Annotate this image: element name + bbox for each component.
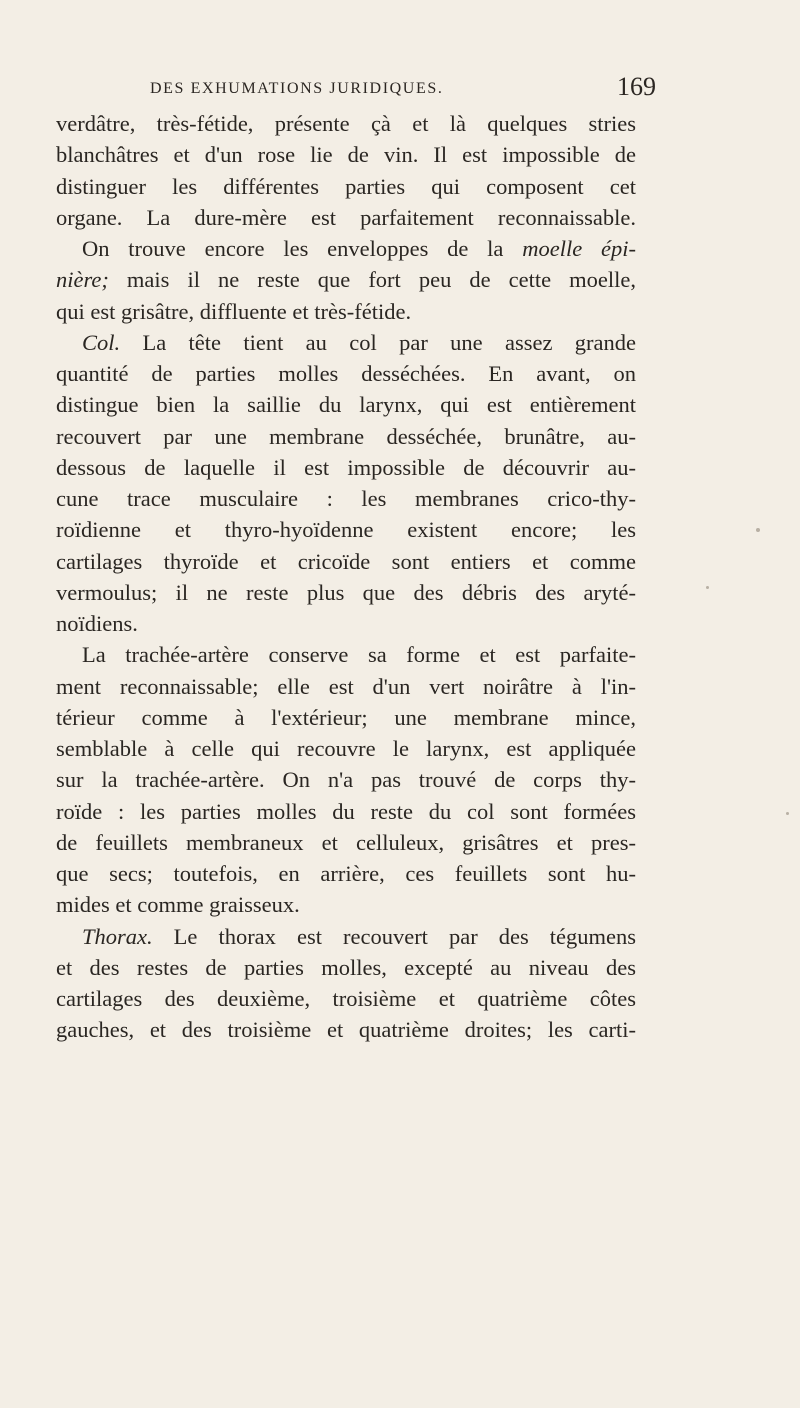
text-run: que secs; toutefois, en arrière, ces feuillets sont hu- <box>56 861 636 886</box>
text-run: On trouve encore les enveloppes de la <box>82 236 523 261</box>
paper-speck <box>706 586 709 589</box>
text-run: quantité de parties molles desséchées. En avant, on <box>56 361 636 386</box>
text-line <box>56 514 636 545</box>
text-line <box>56 733 636 764</box>
text-run: mides et comme graisseux. <box>56 892 300 918</box>
text-run: mais il ne reste que fort peu de cette moelle, <box>108 267 636 293</box>
text-run: ment reconnaissable; elle est d'un vert noirâtre à l'in- <box>56 673 636 699</box>
text-run: recouvert par une membrane desséchée, brunâtre, au- <box>56 423 636 449</box>
text-run: vermoulus; il ne reste plus que des débris des aryté- <box>56 579 636 605</box>
text-line <box>56 764 636 795</box>
text-run: roïdienne et thyro-hyoïdenne existent encore; les <box>56 517 636 543</box>
text-run: cune trace musculaire : les membranes crico-thy- <box>56 486 636 511</box>
text-line <box>56 389 636 420</box>
italic-text: Thorax. <box>82 923 153 949</box>
body-text <box>56 108 636 1046</box>
text-line <box>56 483 636 514</box>
italic-text: moelle épi- <box>522 236 636 261</box>
text-line <box>56 452 636 483</box>
text-line <box>56 421 636 452</box>
text-line <box>56 671 636 702</box>
text-line <box>56 1014 636 1045</box>
text-line <box>56 983 636 1014</box>
text-line <box>56 889 636 920</box>
text-run: roïde : les parties molles du reste du col sont formées <box>56 798 636 824</box>
text-run: cartilages des deuxième, troisième et quatrième côtes <box>56 986 636 1011</box>
text-line <box>56 858 636 889</box>
text-run: distinguer les différentes parties qui composent cet <box>56 173 636 199</box>
text-line <box>56 827 636 858</box>
text-run: La tête tient au col par une assez grande <box>120 329 636 355</box>
text-run: térieur comme à l'extérieur; une membrane mince, <box>56 704 636 730</box>
italic-text: nière; <box>56 267 109 293</box>
text-line <box>56 296 636 327</box>
text-run: semblable à celle qui recouvre le larynx, est appliquée <box>56 736 636 761</box>
text-run: sur la trachée-artère. On n'a pas trouvé de corps thy- <box>56 767 636 793</box>
text-line <box>56 702 636 733</box>
text-run: distingue bien la saillie du larynx, qui est entièrement <box>56 392 636 418</box>
text-line <box>56 358 636 389</box>
paper-speck <box>786 812 789 815</box>
text-run: de feuillets membraneux et celluleux, grisâtres et pres- <box>56 829 636 855</box>
text-line <box>56 608 636 639</box>
text-run: gauches, et des troisième et quatrième droites; les carti- <box>56 1017 636 1043</box>
text-run: blanchâtres et d'un rose lie de vin. Il est impossible de <box>56 142 636 168</box>
text-run: noïdiens. <box>56 611 138 636</box>
italic-text: Col. <box>82 329 121 355</box>
text-line <box>56 171 636 202</box>
text-run: verdâtre, très-fétide, présente çà et là quelques stries <box>56 111 636 136</box>
text-line <box>56 108 636 139</box>
text-run: cartilages thyroïde et cricoïde sont entiers et comme <box>56 548 636 574</box>
text-line <box>56 952 636 983</box>
paper-speck <box>756 528 760 532</box>
text-run: organe. La dure-mère est parfaitement reconnaissable. <box>56 204 636 230</box>
text-run: dessous de laquelle il est impossible de découvrir au- <box>56 454 636 480</box>
running-title: DES EXHUMATIONS JURIDIQUES. <box>150 80 444 97</box>
text-line <box>56 796 636 827</box>
text-run: Le thorax est recouvert par des tégumens <box>152 923 636 949</box>
text-line <box>56 327 636 358</box>
text-line <box>56 921 636 952</box>
text-line <box>56 202 636 233</box>
text-line <box>56 639 636 670</box>
text-run: et des restes de parties molles, excepté au niveau des <box>56 954 636 980</box>
text-line <box>56 264 636 295</box>
text-line <box>56 233 636 264</box>
text-line <box>56 577 636 608</box>
text-run: qui est grisâtre, diffluente et très-fétide. <box>56 298 412 324</box>
text-run: La trachée-artère conserve sa forme et est parfaite- <box>82 642 636 668</box>
page-number: 169 <box>617 72 656 101</box>
text-line <box>56 546 636 577</box>
text-line <box>56 139 636 170</box>
